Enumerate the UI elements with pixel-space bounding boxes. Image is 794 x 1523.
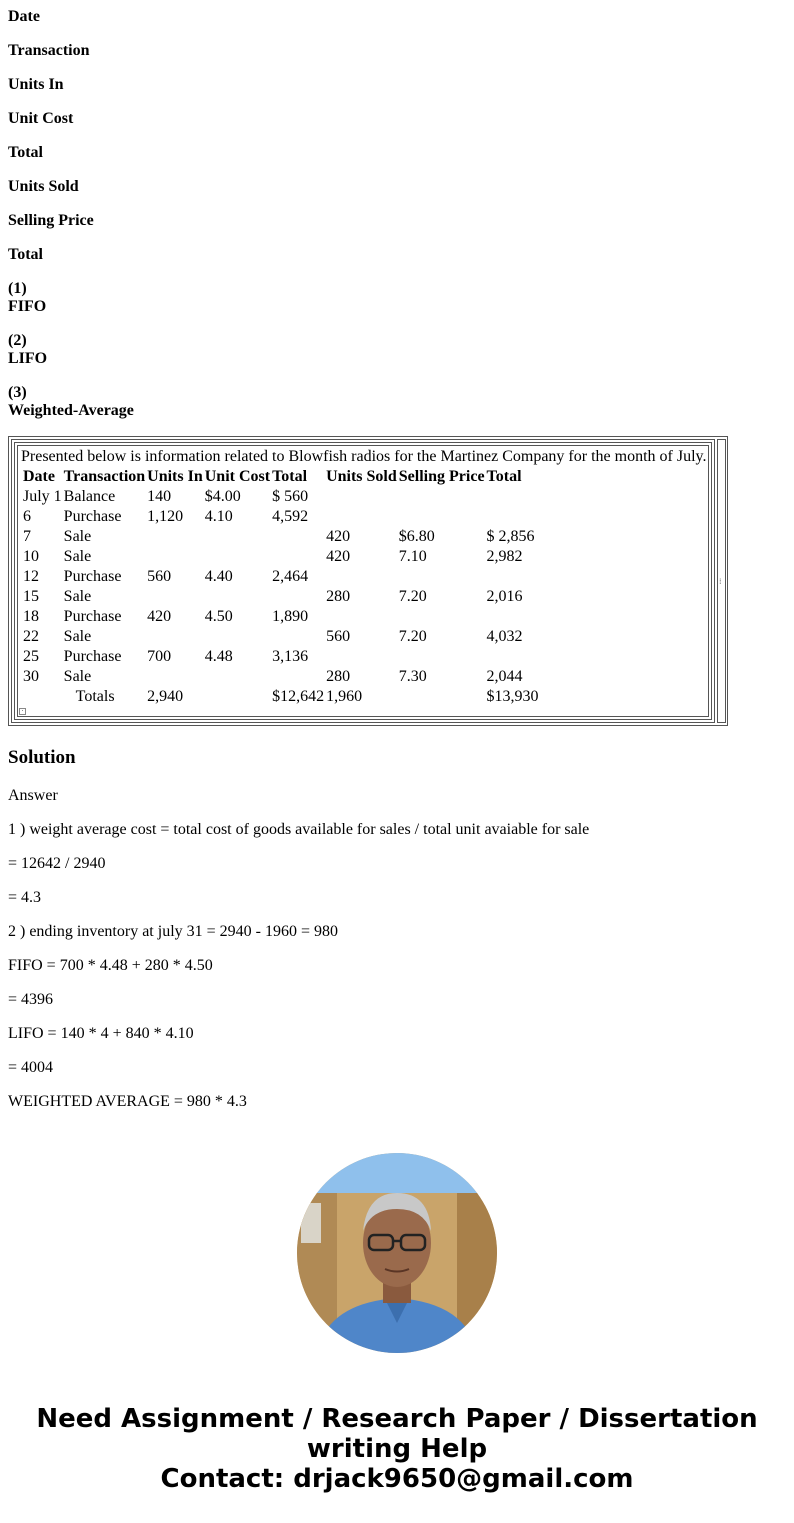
heading-date: Date xyxy=(8,8,40,25)
column-header: Total xyxy=(272,468,308,485)
table-cell xyxy=(399,508,485,526)
solution-line: = 4004 xyxy=(8,1059,54,1076)
table-cell: 4,032 xyxy=(486,628,523,645)
column-header: Units In xyxy=(147,468,203,485)
table-cell: 420 xyxy=(147,608,172,625)
table-body xyxy=(23,488,539,706)
table-cell: 7 xyxy=(23,528,31,545)
table-row xyxy=(23,668,539,686)
solution-line: = 4.3 xyxy=(8,889,42,906)
table-cell: 7.10 xyxy=(398,548,427,565)
table-header-row xyxy=(23,468,539,486)
promo-line-1: Need Assignment / Research Paper / Dissertation xyxy=(36,1404,758,1434)
table-cell: 22 xyxy=(23,628,39,645)
table-scrollbar[interactable] xyxy=(717,439,726,723)
table-cell xyxy=(399,648,485,666)
table-cell: $ 2,856 xyxy=(486,528,535,545)
table-cell xyxy=(326,648,397,666)
table-cell xyxy=(147,628,203,646)
table-cell xyxy=(487,608,539,626)
table-cell: 2,044 xyxy=(486,668,523,685)
heading-selling-price: Selling Price xyxy=(8,212,94,229)
table-cell xyxy=(23,688,62,706)
table-cell: 560 xyxy=(326,628,351,645)
table-cell: Sale xyxy=(63,588,92,605)
table-cell: Totals xyxy=(75,688,115,705)
table-cell xyxy=(205,688,270,706)
answer-label: Answer xyxy=(8,787,58,804)
table-cell: 6 xyxy=(23,508,31,525)
table-row xyxy=(23,528,539,546)
table-cell xyxy=(205,628,270,646)
solution-line: FIFO = 700 * 4.48 + 280 * 4.50 xyxy=(8,957,213,974)
table-row xyxy=(23,648,539,666)
table-cell xyxy=(487,568,539,586)
solution-title: Solution xyxy=(8,747,76,768)
question-3-number: (3) xyxy=(8,384,27,401)
question-2-label: LIFO xyxy=(8,350,48,367)
table-cell: Purchase xyxy=(63,608,122,625)
table-cell xyxy=(326,608,397,626)
heading-transaction: Transaction xyxy=(8,42,90,59)
table-cell: July 1 xyxy=(23,488,62,505)
table-cell: 2,016 xyxy=(486,588,523,605)
table-cell xyxy=(205,668,270,686)
table-cell: Sale xyxy=(63,668,92,685)
table-cell: $13,930 xyxy=(486,688,539,705)
table-cell: 2,940 xyxy=(147,688,184,705)
table-row xyxy=(23,608,539,626)
table-cell: Sale xyxy=(63,548,92,565)
table-row xyxy=(23,488,539,506)
table-cell: 30 xyxy=(23,668,39,685)
inventory-table-container xyxy=(17,445,709,717)
table-cell: 10 xyxy=(23,548,39,565)
heading-units-sold: Units Sold xyxy=(8,178,79,195)
table-cell xyxy=(272,588,324,606)
table-cell: $4.00 xyxy=(204,488,241,505)
table-cell: $ 560 xyxy=(272,488,309,505)
table-cell xyxy=(205,528,270,546)
table-cell: 7.20 xyxy=(398,628,427,645)
inventory-table-frame xyxy=(8,436,728,726)
table-cell xyxy=(326,508,397,526)
heading-total-2: Total xyxy=(8,246,43,263)
table-cell xyxy=(399,568,485,586)
table-cell: Balance xyxy=(63,488,116,505)
table-cell: Purchase xyxy=(63,648,122,665)
inventory-table-border xyxy=(14,442,712,720)
column-header: Transaction xyxy=(63,468,146,485)
table-cell xyxy=(487,488,539,506)
table-row xyxy=(23,588,539,606)
question-3-label: Weighted-Average xyxy=(8,402,134,419)
column-header: Unit Cost xyxy=(204,468,271,485)
table-cell xyxy=(487,648,539,666)
table-cell: 4.50 xyxy=(204,608,233,625)
table-cell: 140 xyxy=(147,488,172,505)
table-cell: 18 xyxy=(23,608,39,625)
table-cell: 700 xyxy=(147,648,172,665)
table-caption: Presented below is information related to Blowfish radios for the Martinez Company for the month of July. xyxy=(21,448,707,465)
table-cell xyxy=(147,668,203,686)
table-cell: 15 xyxy=(23,588,39,605)
inventory-table xyxy=(21,466,541,708)
table-cell: 2,464 xyxy=(272,568,309,585)
solution-line: 1 ) weight average cost = total cost of goods available for sales / total unit avaiable for sale xyxy=(8,821,590,838)
promo-banner xyxy=(0,1404,794,1494)
table-cell xyxy=(399,488,485,506)
table-cell: 1,890 xyxy=(272,608,309,625)
table-cell: 280 xyxy=(326,588,351,605)
table-cell: Sale xyxy=(63,528,92,545)
table-row xyxy=(23,548,539,566)
table-cell xyxy=(272,668,324,686)
heading-total: Total xyxy=(8,144,43,161)
solution-line: = 4396 xyxy=(8,991,54,1008)
scroll-grip-icon: ⁞ xyxy=(719,577,722,586)
promo-line-2: writing Help xyxy=(306,1434,488,1464)
question-2-number: (2) xyxy=(8,332,27,349)
table-cell: Purchase xyxy=(63,508,122,525)
question-1-number: (1) xyxy=(8,280,27,297)
table-cell xyxy=(147,588,203,606)
table-cell xyxy=(272,548,324,566)
table-cell xyxy=(399,688,485,706)
table-cell xyxy=(272,628,324,646)
table-cell: 3,136 xyxy=(272,648,309,665)
table-row xyxy=(23,568,539,586)
table-cell: 2,982 xyxy=(486,548,523,565)
heading-units-in: Units In xyxy=(8,76,64,93)
table-cell: 1,960 xyxy=(326,688,363,705)
author-photo xyxy=(297,1153,497,1353)
table-cell: 7.20 xyxy=(398,588,427,605)
solution-line: 2 ) ending inventory at july 31 = 2940 - 1960 = 980 xyxy=(8,923,339,940)
table-cell: 4.10 xyxy=(204,508,233,525)
question-1-label: FIFO xyxy=(8,298,47,315)
table-cell xyxy=(399,608,485,626)
author-avatar xyxy=(297,1153,497,1353)
table-cell: 280 xyxy=(326,668,351,685)
table-cell: 4.48 xyxy=(204,648,233,665)
table-cell: 4.40 xyxy=(204,568,233,585)
promo-contact: Contact: drjack9650@gmail.com xyxy=(160,1464,634,1494)
table-cell xyxy=(147,548,203,566)
table-cell: $12,642 xyxy=(272,688,325,705)
heading-unit-cost: Unit Cost xyxy=(8,110,74,127)
column-header: Units Sold xyxy=(326,468,397,485)
table-cell: 1,120 xyxy=(147,508,184,525)
table-cell: Sale xyxy=(63,628,92,645)
solution-line: WEIGHTED AVERAGE = 980 * 4.3 xyxy=(8,1093,247,1110)
table-row xyxy=(23,508,539,526)
table-cell xyxy=(272,528,324,546)
totals-row xyxy=(23,688,539,706)
column-header: Total xyxy=(486,468,522,485)
table-cell: 560 xyxy=(147,568,172,585)
column-header: Selling Price xyxy=(398,468,485,485)
solution-line: = 12642 / 2940 xyxy=(8,855,106,872)
table-cell: Purchase xyxy=(63,568,122,585)
table-cell: 420 xyxy=(326,548,351,565)
table-cell: 420 xyxy=(326,528,351,545)
table-row xyxy=(23,628,539,646)
solution-line: LIFO = 140 * 4 + 840 * 4.10 xyxy=(8,1025,194,1042)
table-cell xyxy=(326,488,397,506)
table-cell xyxy=(205,588,270,606)
table-cell: 25 xyxy=(23,648,39,665)
table-cell xyxy=(147,528,203,546)
table-cell: $6.80 xyxy=(398,528,435,545)
table-cell: 7.30 xyxy=(398,668,427,685)
table-cell xyxy=(205,548,270,566)
table-cell: 4,592 xyxy=(272,508,309,525)
table-cell: 12 xyxy=(23,568,39,585)
table-cell xyxy=(487,508,539,526)
table-cell xyxy=(326,568,397,586)
expand-icon[interactable]: · xyxy=(19,708,26,715)
inventory-table-frame-inner xyxy=(11,439,715,723)
column-header: Date xyxy=(23,468,55,485)
